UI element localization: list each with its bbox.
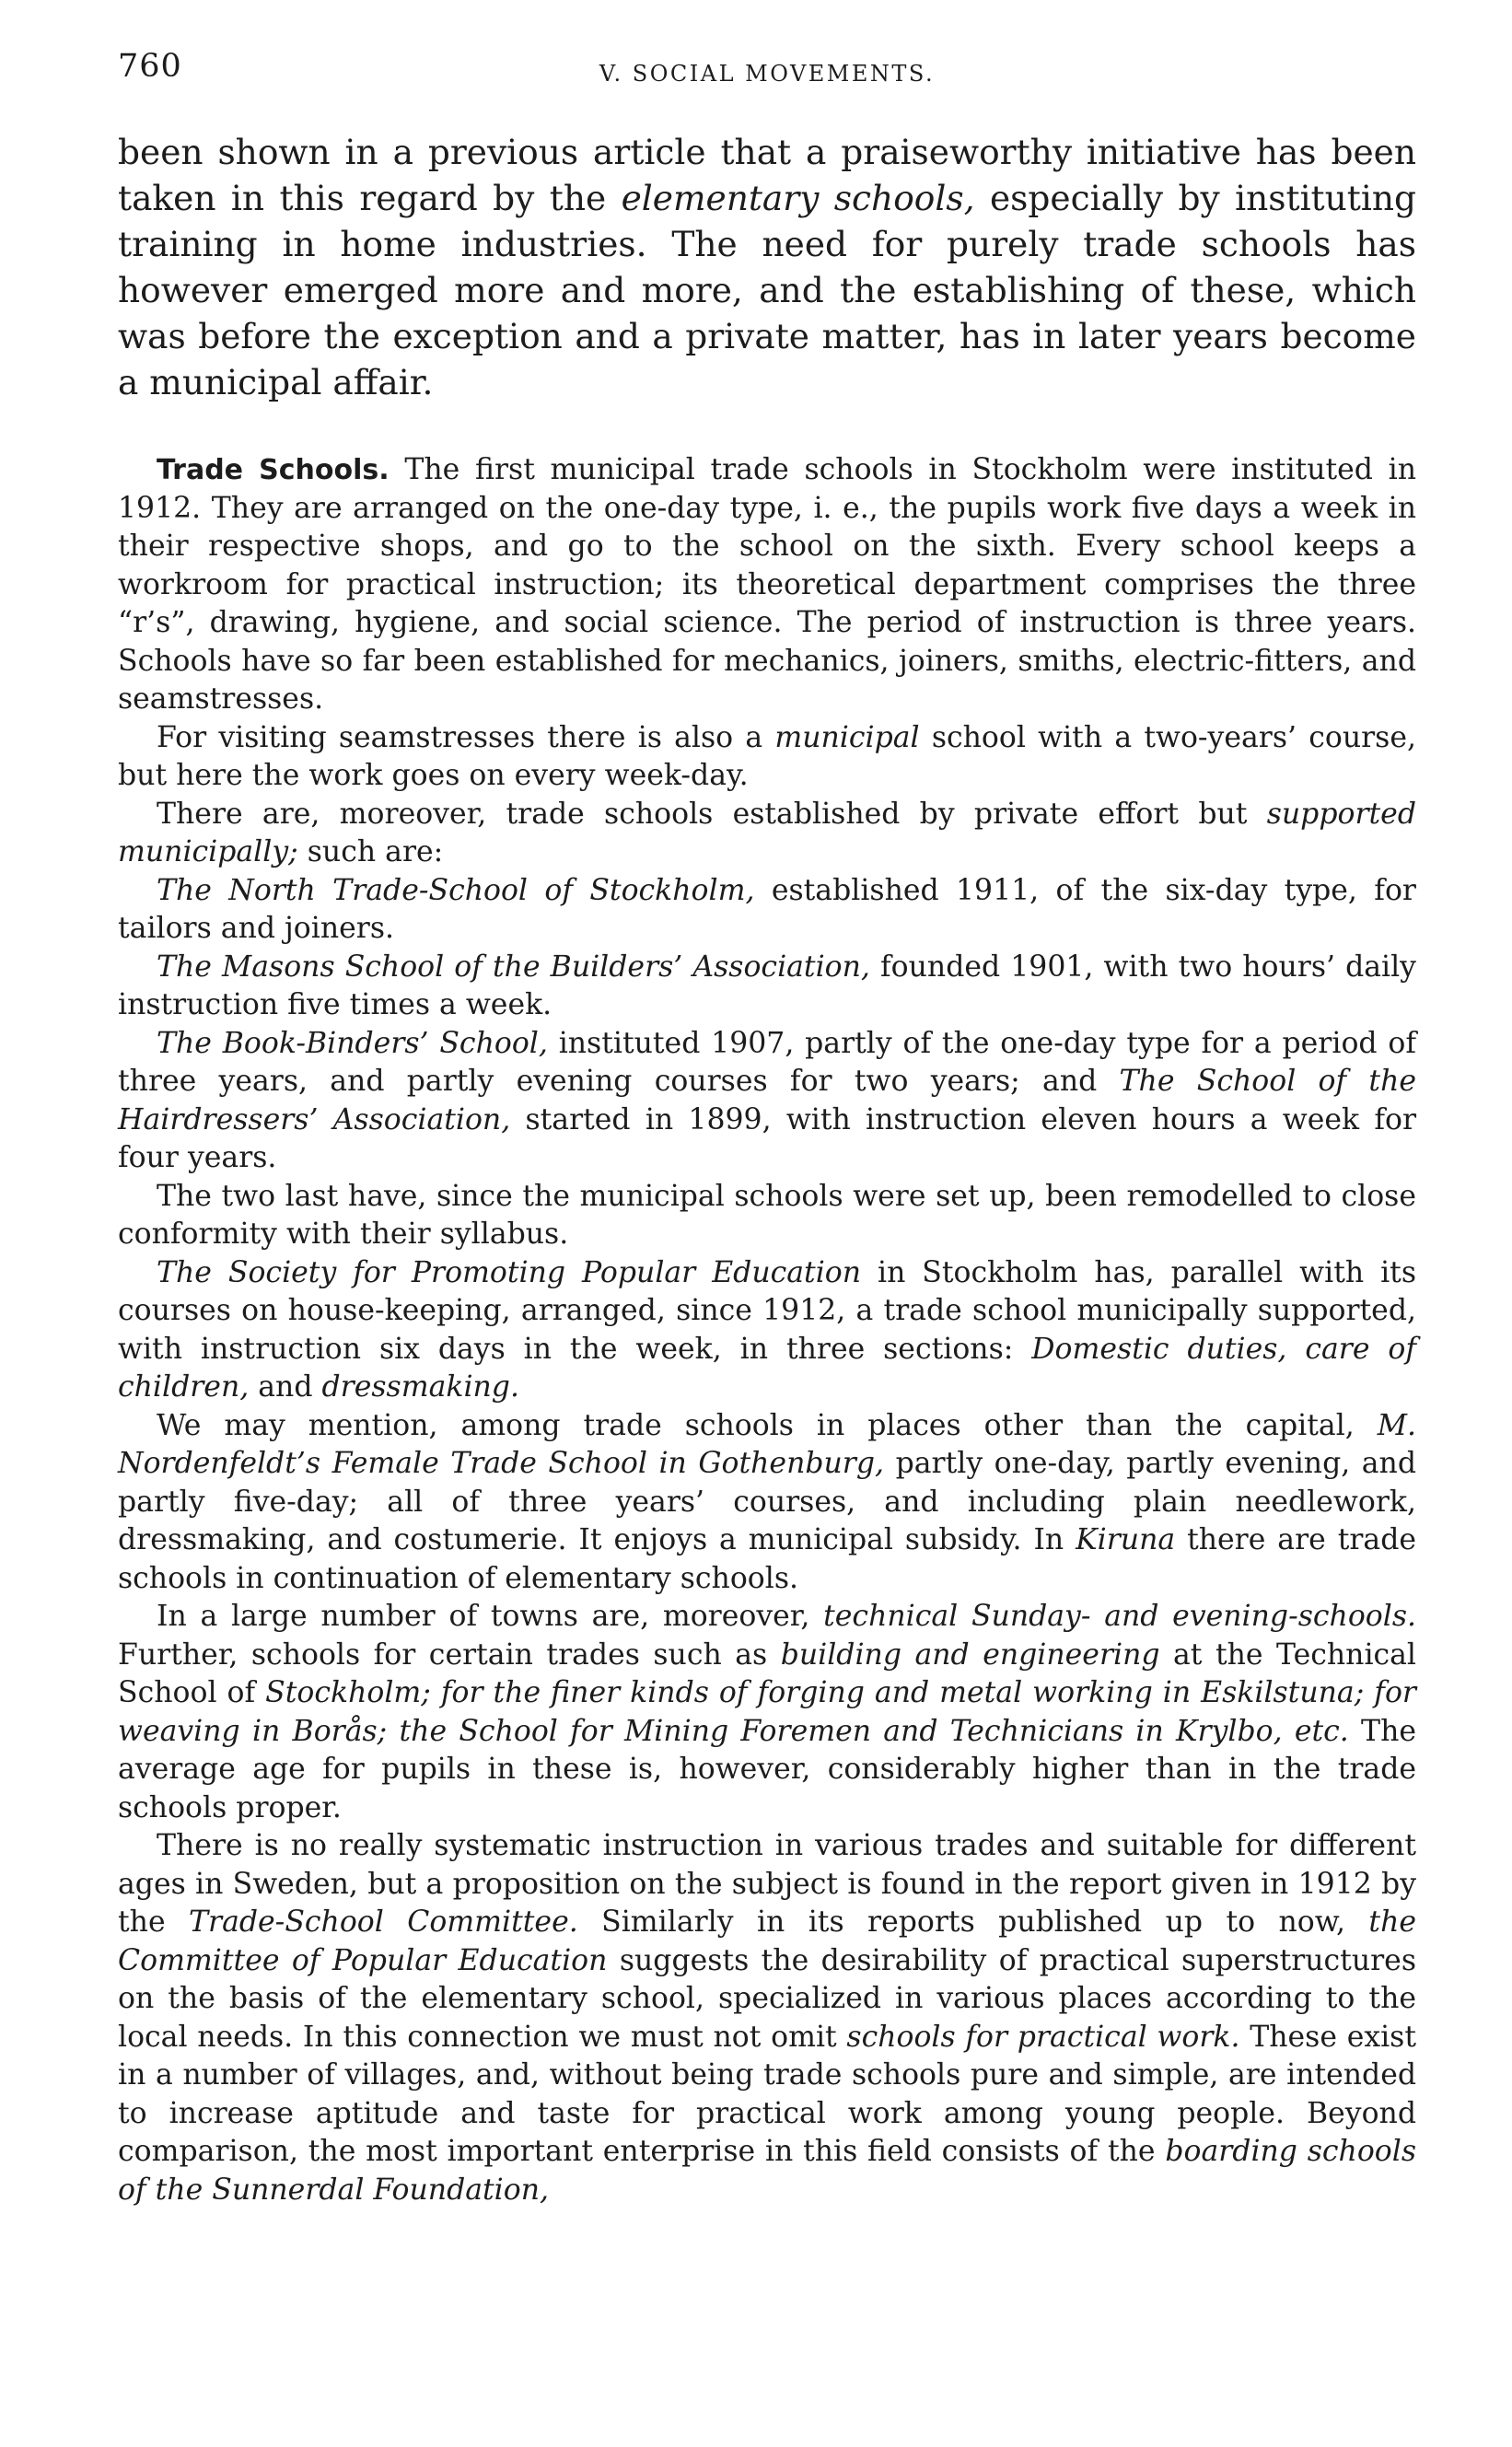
italic-run: boarding schools of the Sunnerdal Foundation, — [118, 2135, 1416, 2207]
text-run: For visiting seamstresses there is also a — [157, 720, 775, 754]
paragraph — [118, 719, 1416, 796]
italic-run: technical Sunday- and evening-schools. — [823, 1600, 1416, 1633]
text-run: The average age for pupils in these is, however, considerably higher than in the trade schools proper. — [118, 1714, 1416, 1824]
text-run: In a large number of towns are, moreover, — [157, 1600, 824, 1633]
paragraph — [118, 796, 1416, 872]
text-run: founded 1901, with two hours’ daily instruction five times a week. — [118, 950, 1416, 1021]
running-head — [118, 48, 1416, 103]
italic-run: the Committee of Popular Education — [118, 1905, 1416, 1977]
italic-run: The School of the Hairdressers’ Association, — [118, 1065, 1417, 1136]
text-run: suggests the desirability of practical superstructures on the basis of the elementary school, specialized in various places according to the local needs. In this connection we must not omit — [118, 1943, 1416, 2054]
italic-run: The Masons School of the Builders’ Association, — [157, 950, 870, 984]
italic-run: The Book-Binders’ School, — [157, 1026, 548, 1060]
italic-run: Kiruna — [1076, 1523, 1176, 1556]
text-run: The two last have, since the municipal schools were set up, been remodelled to close conformity with their syllabus. — [118, 1179, 1416, 1251]
italic-run: Stockholm; for the finer kinds of forging and metal working in Eskilstuna; for weaving in Borås; the School for Mining Foremen and Technicians in Krylbo, etc. — [118, 1676, 1416, 1748]
paragraph — [118, 872, 1416, 949]
italic-run: supported municipally; — [118, 797, 1416, 868]
italic-run: The Society for Promoting Popular Education — [157, 1255, 862, 1289]
paragraph — [118, 1407, 1416, 1599]
italic-run: elementary schools, — [621, 178, 975, 218]
italic-run: schools for practical work. — [846, 2020, 1240, 2054]
text-run: especially by instituting training in home industries. The need for purely trade schools has however emerged more and more, and the establishing of these, which was before the exception and a private matter, has in later years become a municipal affair. — [118, 178, 1417, 402]
text-run: Similarly in its reports published up to now, — [577, 1905, 1369, 1939]
italic-run: The North Trade-School of Stockholm, — [157, 873, 755, 907]
intro-paragraph — [118, 129, 1416, 405]
text-run: There are, moreover, trade schools established by private effort but — [157, 797, 1267, 831]
text-run: such are: — [297, 835, 444, 868]
text-run: partly one-day, partly evening, and partly five-day; all of three years’ courses, and including plain needlework, dressmaking, and costumerie. It enjoys a municipal subsidy. In — [118, 1447, 1417, 1556]
italic-run: building and engineering — [780, 1637, 1160, 1672]
section-title: V. SOCIAL MOVEMENTS. — [599, 61, 936, 87]
italic-run: Domestic duties, care of children, — [118, 1332, 1417, 1404]
text-run: at the Technical School of — [118, 1637, 1417, 1709]
paragraph — [118, 1254, 1416, 1407]
text-run: and — [249, 1370, 322, 1404]
italic-run: M. Nordenfeldt’s Female Trade School in Gothenburg, — [118, 1408, 1416, 1480]
paragraph — [118, 1025, 1416, 1178]
text-column — [118, 129, 1416, 2209]
body-text — [118, 451, 1416, 2209]
text-run: These exist in a number of villages, and, without being trade schools pure and simple, are intended to increase aptitude and taste for practical work among young people. Beyond comparison, the most important enterprise in this field consists of the — [118, 2020, 1417, 2168]
italic-run: dressmaking. — [321, 1370, 519, 1404]
text-run: There is no really systematic instruction in various trades and suitable for different ages in Sweden, but a proposition on the subject is found in the report given in 1912 by the — [118, 1829, 1416, 1939]
text-run: there are trade schools in continuation of elementary schools. — [118, 1523, 1417, 1595]
text-run: school with a two-years’ course, but here the work goes on every week-day. — [118, 720, 1416, 792]
text-run: The first municipal trade schools in Stockholm were instituted in 1912. They are arranged on the one-day type, i. e., the pupils work five days a week in their respective shops, and go to the school on the sixth. Every school keeps a workroom for practical instruction; its theoretical department comprises the three “r’s”, drawing, hygiene, and social science. The period of instruction is three years. Schools have so far been established for mechanics, joiners, smiths, electric-fitters, and seamstresses. — [118, 453, 1416, 716]
text-run: established 1911, of the six-day type, for tailors and joiners. — [118, 873, 1416, 945]
text-run: started in 1899, with instruction eleven hours a week for four years. — [118, 1102, 1416, 1174]
text-run: in Stockholm has, parallel with its courses on house-keeping, arranged, since 1912, a trade school municipally supported, with instruction six days in the week, in three sections: — [118, 1255, 1416, 1366]
paragraph-trade-schools — [118, 451, 1416, 719]
italic-run: Trade-School Committee. — [189, 1905, 578, 1939]
paragraph — [118, 1178, 1416, 1254]
paragraph — [118, 949, 1416, 1025]
text-run: been shown in a previous article that a praiseworthy initiative has been taken in this regard by the — [118, 132, 1416, 218]
paragraph — [118, 1598, 1416, 1827]
text-run: We may mention, among trade schools in places other than the capital, — [157, 1408, 1378, 1442]
paragraph — [118, 1827, 1416, 2209]
text-run: Further, schools for certain trades such as — [118, 1637, 781, 1672]
italic-run: municipal — [774, 720, 920, 754]
runin-heading: Trade Schools. — [157, 454, 390, 486]
page-number: 760 — [118, 48, 182, 85]
text-run: instituted 1907, partly of the one-day type for a period of three years, and partly evening courses for two years; and — [118, 1026, 1416, 1098]
